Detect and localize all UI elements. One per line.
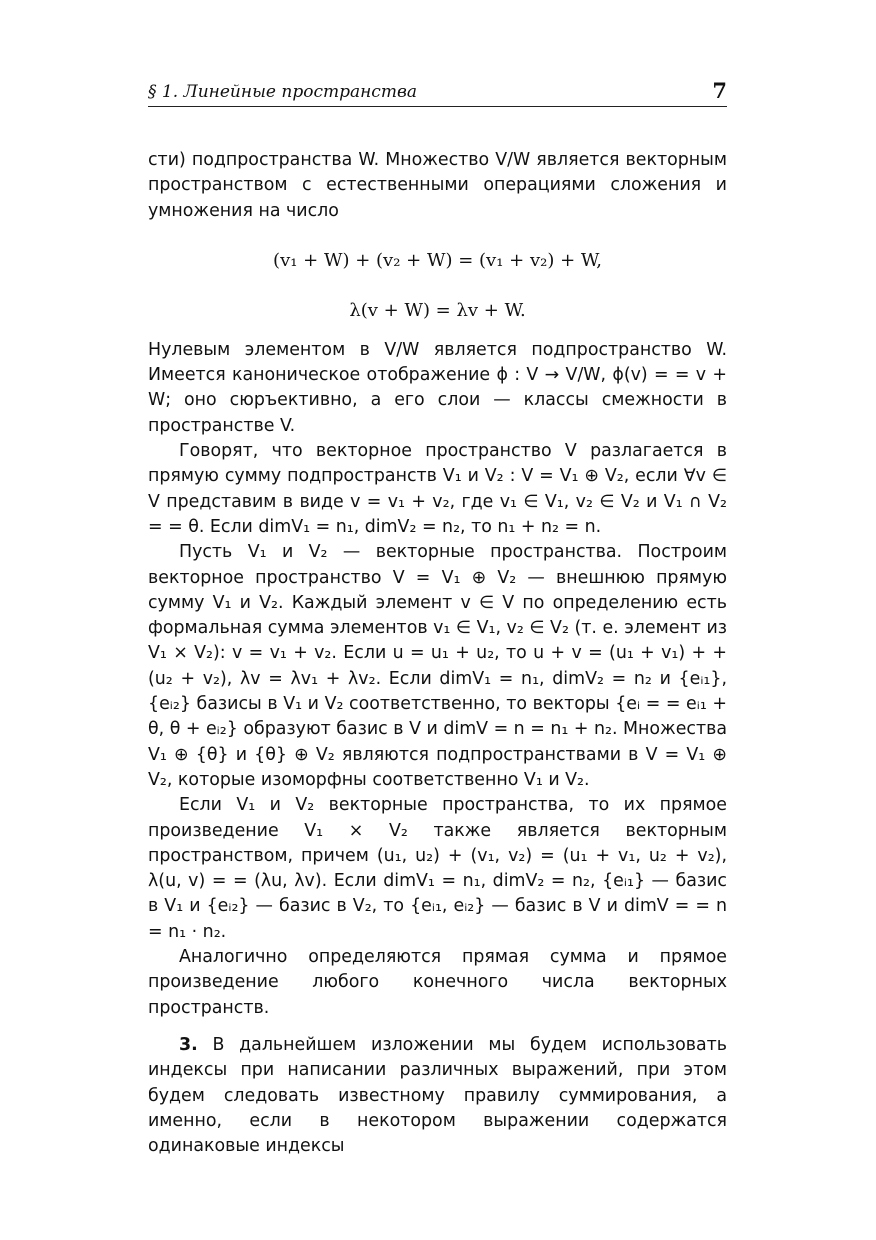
header-title: § 1. Линейные пространства [148, 82, 417, 102]
section-number: 3. [179, 1034, 198, 1055]
paragraph-3: Говорят, что векторное пространство V разлагается в прямую сумму подпространств V₁ и V₂ : V = V₁ ⊕ V₂, если ∀v ∈ V представим в виде v = v₁ + v₂, где v₁ ∈ V₁, v₂ ∈ V₂ и V₁ ∩ V₂ = = θ. Если dimV₁ = n₁, dimV₂ = n₂, то n₁ + n₂ = n. [148, 441, 727, 537]
page-number: 7 [712, 78, 727, 103]
formula-scalar: λ(v + W) = λv + W. [349, 299, 526, 321]
formula-sum: (v₁ + W) + (v₂ + W) = (v₁ + v₂) + W, [273, 249, 602, 271]
paragraph-7-text: В дальнейшем изложении мы будем использовать индексы при написании различных выражений, при этом будем следовать известному правилу суммирования, а именно, если в некотором выражении содержатся одинаковые индексы [148, 1034, 727, 1157]
paragraph-4: Пусть V₁ и V₂ — векторные пространства. Построим векторное пространство V = V₁ ⊕ V₂ — внешнюю прямую сумму V₁ и V₂. Каждый элемент v ∈ V по определению есть формальная сумма элементов v₁ ∈ V₁, v₂ ∈ V₂ (т. е. элемент из V₁ × V₂): v = v₁ + v₂. Если u = u₁ + u₂, то u + v = (u₁ + v₁) + + (u₂ + v₂), λv = λv₁ + λv₂. Если dimV₁ = n₁, dimV₂ = n₂ и {eᵢ₁}, {eᵢ₂} базисы в V₁ и V₂ соответственно, то векторы {eᵢ = = eᵢ₁ + θ, θ + eᵢ₂} образуют базис в V и dimV = n = n₁ + n₂. Множества V₁ ⊕ {θ} и {θ} ⊕ V₂ являются подпространствами в V = V₁ ⊕ V₂, которые изоморфны соответственно V₁ и V₂. [148, 542, 727, 790]
page-body [148, 148, 727, 1159]
paragraph-5: Если V₁ и V₂ векторные пространства, то их прямое произведение V₁ × V₂ также является векторным пространством, причем (u₁, u₂) + (v₁, v₂) = (u₁ + v₁, u₂ + v₂), λ(u, v) = = (λu, λv). Если dimV₁ = n₁, dimV₂ = n₂, {eᵢ₁} — базис в V₁ и {eᵢ₂} — базис в V₂, то {eᵢ₁, eᵢ₂} — базис в V и dimV = = n = n₁ · n₂. [148, 795, 727, 942]
paragraph-1: сти) подпространства W. Множество V/W является векторным пространством с естественными операциями сложения и умножения на число [148, 150, 727, 221]
running-header [148, 76, 727, 107]
paragraph-6: Аналогично определяются прямая сумма и прямое произведение любого конечного числа векторных пространств. [148, 947, 727, 1018]
paragraph-2: Нулевым элементом в V/W является подпространство W. Имеется каноническое отображение ϕ : V → V/W, ϕ(v) = = v + W; оно сюръективно, а его слои — классы смежности в пространстве V. [148, 339, 727, 436]
paragraph-7 [148, 1033, 727, 1159]
